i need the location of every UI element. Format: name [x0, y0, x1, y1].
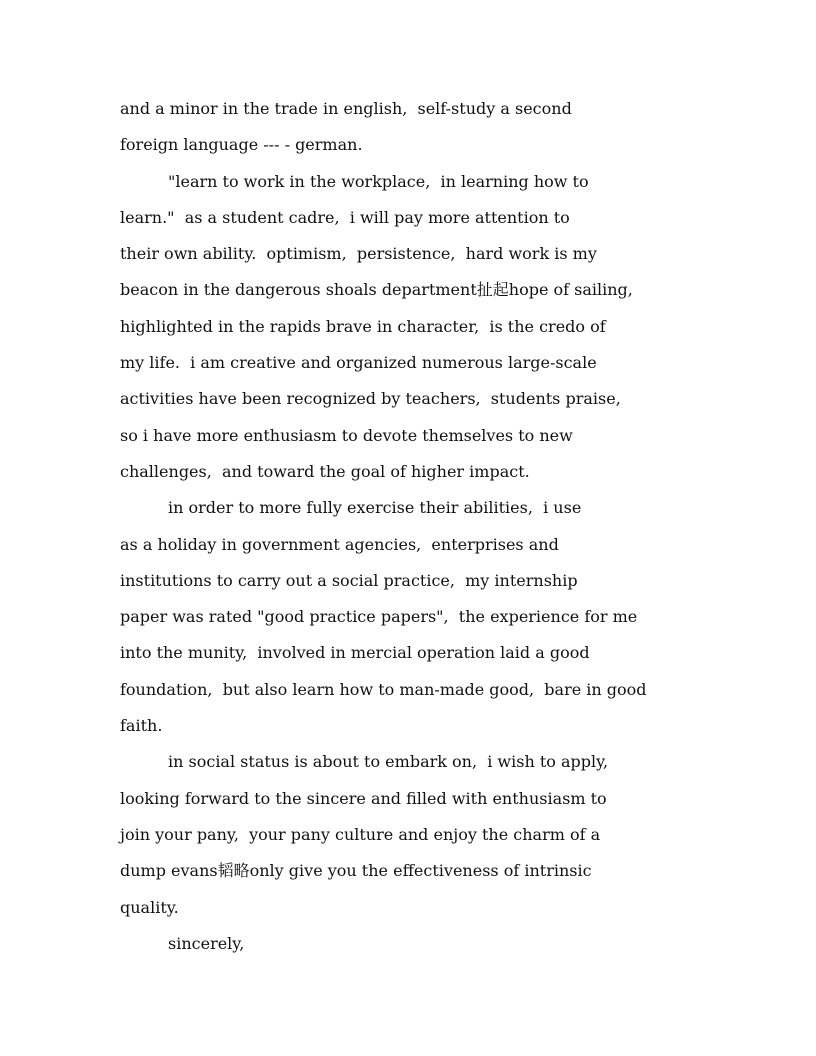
document-body	[120, 91, 700, 962]
text-line: faith.	[120, 716, 163, 736]
paragraph-start-line: in social status is about to embark on, i wish to apply,	[168, 752, 609, 772]
text-line: institutions to carry out a social practice, my internship	[120, 570, 578, 590]
text-line: into the munity, involved in mercial operation laid a good	[120, 643, 590, 663]
text-line: paper was rated "good practice papers", the experience for me	[120, 607, 638, 627]
text-line: looking forward to the sincere and filled with enthusiasm to	[120, 788, 607, 808]
text-line: my life. i am creative and organized numerous large-scale	[120, 353, 597, 373]
paragraph-start-line: "learn to work in the workplace, in learning how to	[168, 171, 589, 191]
text-line: dump evans韬略only give you the effectiveness of intrinsic	[120, 861, 592, 881]
text-line: and a minor in the trade in english, self-study a second	[120, 99, 572, 118]
text-line: foundation, but also learn how to man-made good, bare in good	[120, 679, 647, 699]
text-line: learn." as a student cadre, i will pay more attention to	[120, 207, 570, 227]
text-line: so i have more enthusiasm to devote themselves to new	[120, 425, 573, 445]
text-line: highlighted in the rapids brave in character, is the credo of	[120, 316, 606, 336]
text-line: beacon in the dangerous shoals department扯起hope of sailing,	[120, 280, 633, 300]
text-line: as a holiday in government agencies, enterprises and	[120, 534, 559, 554]
closing-line: sincerely,	[168, 933, 245, 953]
text-line: foreign language --- - german.	[120, 135, 363, 155]
text-line: challenges, and toward the goal of higher impact.	[120, 461, 530, 481]
text-line: quality.	[120, 897, 179, 917]
text-line: activities have been recognized by teachers, students praise,	[120, 389, 621, 409]
text-line: join your pany, your pany culture and enjoy the charm of a	[120, 824, 601, 844]
text-line: their own ability. optimism, persistence, hard work is my	[120, 244, 597, 264]
paragraph-start-line: in order to more fully exercise their abilities, i use	[168, 498, 582, 518]
